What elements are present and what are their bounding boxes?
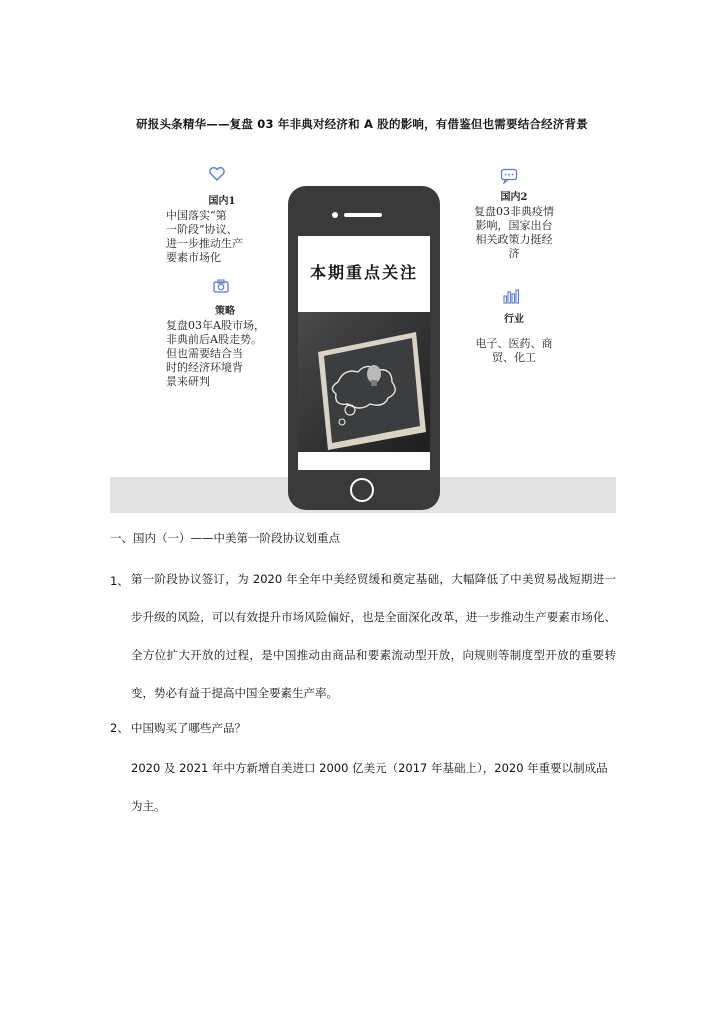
document-title: 研报头条精华——复盘 03 年非典对经济和 A 股的影响，有借鉴但也需要结合经济背景 bbox=[136, 117, 588, 131]
chat-bubble-icon bbox=[500, 168, 518, 184]
chalkboard-photo bbox=[298, 312, 430, 452]
callout-industry-body: 电子、医药、商 贸、化工 bbox=[475, 337, 553, 364]
phone-home-button bbox=[350, 478, 374, 502]
callout-domestic2 bbox=[462, 188, 566, 261]
callout-strategy-title: 策略 bbox=[215, 306, 235, 317]
list-item-2 bbox=[110, 720, 616, 740]
phone-camera-dot bbox=[332, 212, 338, 218]
callout-domestic1-body: 中国落实“第 一阶段”协议、 进一步推动生产 要素市场化 bbox=[166, 209, 243, 264]
screen-title: 本期重点关注 bbox=[309, 263, 418, 282]
callout-strategy bbox=[166, 302, 284, 389]
callout-domestic1 bbox=[166, 192, 278, 265]
list-item-2-number: 2、 bbox=[110, 721, 129, 735]
section-heading: 一、国内（一）——中美第一阶段协议划重点 bbox=[110, 531, 340, 545]
callout-domestic2-body: 复盘03非典疫情 影响，国家出台 相关政策力挺经 济 bbox=[474, 205, 554, 260]
callout-industry bbox=[462, 310, 566, 365]
list-item-1 bbox=[110, 564, 616, 724]
list-item-2-text: 中国购买了哪些产品？ bbox=[131, 721, 246, 735]
list-item-1-text: 第一阶段协议签订，为 2020 年全年中美经贸缓和奠定基础，大幅降低了中美贸易战短期进一步升级的风险，可以有效提升市场风险偏好，也是全面深化改革，进一步推动生产要素市场化、全方位扩大开放的过程，是中国推动由商品和要素流动型开放，向规则等制度型开放的重要转变，势必有益于提高中国全要素生产率。 bbox=[131, 572, 616, 700]
callout-industry-title: 行业 bbox=[504, 314, 524, 325]
phone-screen bbox=[298, 236, 430, 470]
callout-strategy-body: 复盘03年A股市场， 非典前后A股走势。 但也需要结合当 时的经济环境背 景来研判 bbox=[166, 319, 265, 388]
callout-domestic2-title: 国内2 bbox=[500, 192, 528, 203]
infographic bbox=[110, 160, 616, 520]
phone-speaker bbox=[344, 213, 382, 217]
phone-mockup bbox=[288, 186, 440, 510]
list-item-1-number: 1、 bbox=[110, 574, 129, 588]
bar-chart-icon bbox=[502, 288, 520, 304]
callout-domestic1-title: 国内1 bbox=[208, 196, 236, 207]
list-item-2-detail: 2020 及 2021 年中方新增自美进口 2000 亿美元（2017 年基础上），2020 年重要以制成品为主。 bbox=[131, 761, 608, 813]
heart-icon bbox=[208, 166, 226, 182]
camera-icon bbox=[212, 278, 230, 294]
